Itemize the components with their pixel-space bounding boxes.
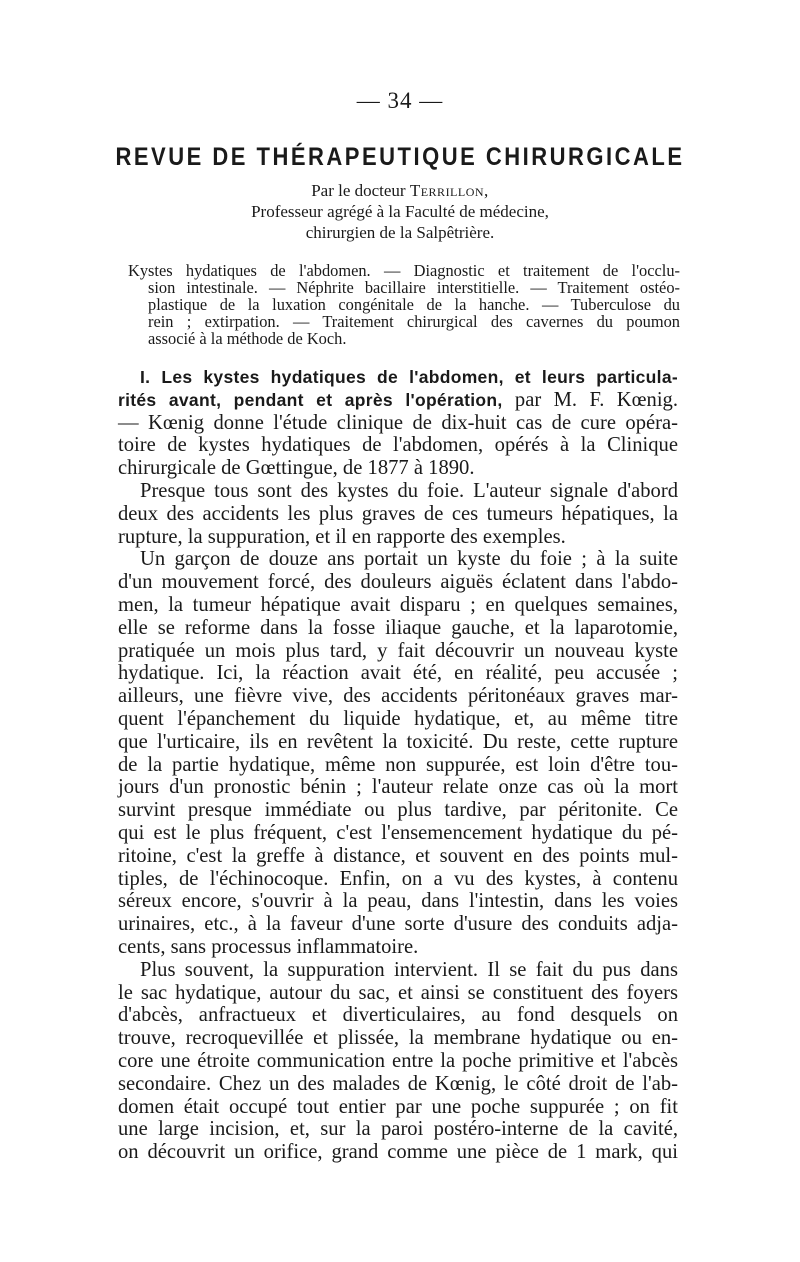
body-line: le sac hydatique, autour du sac, et ainsi se constituent des foyers xyxy=(118,981,678,1004)
body-line: hydatique. Ici, la réaction avait été, en réalité, peu accusée ; xyxy=(118,662,678,685)
summary-line: associé à la méthode de Koch. xyxy=(148,329,347,348)
summary-line: Kystes hydatiques de l'abdomen. — Diagnostic et traitement de l'occlu- xyxy=(128,261,680,280)
summary-line: sion intestinale. — Néphrite bacillaire interstitielle. — Traitement ostéo- xyxy=(148,278,680,297)
summary-abstract xyxy=(128,262,680,347)
body-line: core une étroite communication entre la poche primitive et l'abcès xyxy=(118,1049,678,1072)
body-line: — Kœnig donne l'étude clinique de dix-huit cas de cure opéra- xyxy=(118,411,678,434)
byline-prefix: Par le docteur xyxy=(311,181,410,200)
journal-title: REVUE DE THÉRAPEUTIQUE CHIRURGICALE xyxy=(115,142,685,171)
page-number: — 34 — xyxy=(356,88,444,113)
body-line: qui est le plus fréquent, c'est l'ensemencement hydatique du pé- xyxy=(118,821,678,844)
summary-line: plastique de la luxation congénitale de la hanche. — Tuberculose du xyxy=(148,295,680,314)
body-line: deux des accidents les plus graves de ces tumeurs hépatiques, la xyxy=(118,502,678,525)
body-line: une large incision, et, sur la paroi postéro-interne de la cavité, xyxy=(118,1118,678,1141)
body-line: men, la tumeur hépatique avait disparu ; en quelques semaines, xyxy=(118,593,678,616)
body-line: d'abcès, anfractueux et diverticulaires, au fond desquels on xyxy=(118,1004,678,1027)
heading-author: par M. F. Kœnig. xyxy=(502,388,678,411)
body-line: rupture, la suppuration, et il en rapporte des exemples. xyxy=(118,525,566,548)
body-line: trouve, recroquevillée et plissée, la membrane hydatique ou en- xyxy=(118,1027,678,1050)
body-line: Presque tous sont des kystes du foie. L'auteur signale d'abord xyxy=(140,479,678,502)
body-line: de la partie hydatique, même non suppurée, est loin d'être tou- xyxy=(118,753,678,776)
body-line: Plus souvent, la suppuration intervient. Il se fait du pus dans xyxy=(140,958,678,981)
author-name: Terrillon, xyxy=(409,181,489,200)
body-line: elle se reforme dans la fosse iliaque gauche, et la laparotomie, xyxy=(118,616,678,639)
section-heading-line: I. Les kystes hydatiques de l'abdomen, et leurs particula- xyxy=(140,367,678,387)
byline-affiliation: Professeur agrégé à la Faculté de médecine, xyxy=(251,202,549,221)
body-line: que l'urticaire, ils en revêtent la toxicité. Du reste, cette rupture xyxy=(118,730,678,753)
body-line: secondaire. Chez un des malades de Kœnig, le côté droit de l'ab- xyxy=(118,1072,678,1095)
body-line: toire de kystes hydatiques de l'abdomen, opérés à la Clinique xyxy=(118,434,678,457)
body-line: ritoine, c'est la greffe à distance, et souvent en des points mul- xyxy=(118,844,678,867)
byline-author-line xyxy=(0,180,800,201)
body-line: cents, sans processus inflammatoire. xyxy=(118,935,419,958)
body-line: on découvrit un orifice, grand comme une pièce de 1 mark, qui xyxy=(118,1141,678,1164)
body-line: ailleurs, une fièvre vive, des accidents péritonéaux graves mar- xyxy=(118,685,678,708)
body-line: jours d'un pronostic bénin ; l'auteur relate onze cas où la mort xyxy=(118,776,678,799)
article-body xyxy=(118,366,678,1164)
byline xyxy=(0,180,800,243)
body-line: Un garçon de douze ans portait un kyste du foie ; à la suite xyxy=(140,548,678,571)
body-line: survint presque immédiate ou plus tardive, par péritonite. Ce xyxy=(118,799,678,822)
body-line: chirurgicale de Gœttingue, de 1877 à 1890. xyxy=(118,457,475,480)
body-line: tiples, de l'échinocoque. Enfin, on a vu des kystes, à contenu xyxy=(118,867,678,890)
body-line: domen était occupé tout entier par une poche suppurée ; on fit xyxy=(118,1095,678,1118)
body-line: d'un mouvement forcé, des douleurs aiguës éclatent dans l'abdo- xyxy=(118,571,678,594)
body-line: quent l'épanchement du liquide hydatique, et, au même titre xyxy=(118,707,678,730)
body-line: urinaires, etc., à la faveur d'une sorte d'usure des conduits adja- xyxy=(118,913,678,936)
body-line: séreux encore, s'ouvrir à la peau, dans l'intestin, dans les voies xyxy=(118,890,678,913)
section-heading-line: rités avant, pendant et après l'opération, par M. F. Kœnig. xyxy=(118,388,678,411)
body-line: pratiquée un mois plus tard, y fait découvrir un nouveau kyste xyxy=(118,639,678,662)
byline-position: chirurgien de la Salpêtrière. xyxy=(305,223,495,242)
summary-line: rein ; extirpation. — Traitement chirurgical des cavernes du poumon xyxy=(148,312,680,331)
